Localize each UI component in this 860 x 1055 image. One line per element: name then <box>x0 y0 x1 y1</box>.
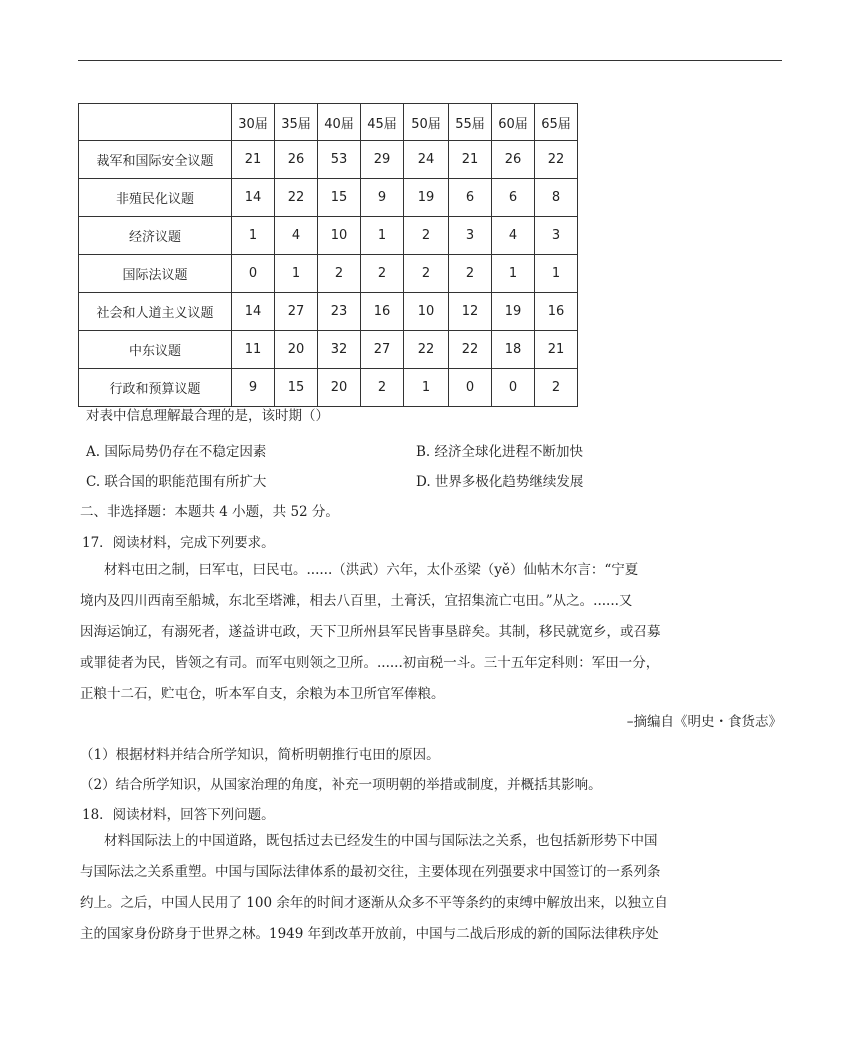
table-cell: 32 <box>318 331 361 369</box>
table-cell: 19 <box>492 293 535 331</box>
table-row <box>79 179 578 217</box>
table-cell: 16 <box>361 293 404 331</box>
table-cell: 27 <box>361 331 404 369</box>
table-cell: 2 <box>318 255 361 293</box>
table-cell: 23 <box>318 293 361 331</box>
table-cell: 6 <box>449 179 492 217</box>
table-header-cell: 45届 <box>361 104 404 141</box>
table-cell: 9 <box>361 179 404 217</box>
table-row <box>79 141 578 179</box>
table-cell: 14 <box>232 293 275 331</box>
table-cell: 21 <box>232 141 275 179</box>
row-label: 裁军和国际安全议题 <box>79 141 232 179</box>
material-line: 正粮十二石，贮屯仓，听本军自支，余粮为本卫所官军俸粮。 <box>80 686 445 702</box>
table-cell: 2 <box>449 255 492 293</box>
table-header-cell: 50届 <box>404 104 449 141</box>
q18-title: 18．阅读材料，回答下列问题。 <box>82 807 275 823</box>
table-cell: 2 <box>361 255 404 293</box>
table-header-cell: 35届 <box>275 104 318 141</box>
q17-source: –摘编自《明史・食货志》 <box>626 714 782 730</box>
q17-material <box>80 555 740 710</box>
material-line: 境内及四川西南至船城，东北至塔滩，相去八百里，土膏沃，宜招集流亡屯田。”从之。......又 <box>80 593 633 609</box>
table-cell: 0 <box>232 255 275 293</box>
question-stem: 对表中信息理解最合理的是，该时期（） <box>86 408 329 424</box>
table-row <box>79 293 578 331</box>
table-row <box>79 331 578 369</box>
table-cell: 1 <box>275 255 318 293</box>
table-cell: 53 <box>318 141 361 179</box>
table-cell: 8 <box>535 179 578 217</box>
material-line: 或罪徒者为民，皆领之有司。而军屯则领之卫所。......初亩税一斗。三十五年定科则：军田一分， <box>80 655 660 671</box>
table-cell: 3 <box>535 217 578 255</box>
table-cell: 0 <box>492 369 535 407</box>
material-line: 因海运饷辽，有溺死者，遂益讲屯政，天下卫所州县军民皆事垦辟矣。其制，移民就宽乡，或召募 <box>80 624 661 640</box>
q18-material <box>80 826 740 950</box>
table-cell: 22 <box>404 331 449 369</box>
option-c[interactable]: C. 联合国的职能范围有所扩大 <box>86 474 267 490</box>
material-line: 与国际法之关系重塑。中国与国际法律体系的最初交往，主要体现在列强要求中国签订的一系列条 <box>80 864 661 880</box>
table-cell: 1 <box>361 217 404 255</box>
q17-subquestion-1: （1）根据材料并结合所学知识，简析明朝推行屯田的原因。 <box>80 747 440 763</box>
table-cell: 2 <box>404 217 449 255</box>
table-cell: 10 <box>318 217 361 255</box>
table-row <box>79 255 578 293</box>
material-line: 主的国家身份跻身于世界之林。1949 年到改革开放前，中国与二战后形成的新的国际法律秩序处 <box>80 926 659 942</box>
table-row <box>79 369 578 407</box>
row-label: 经济议题 <box>79 217 232 255</box>
table-cell: 27 <box>275 293 318 331</box>
q17-title: 17．阅读材料，完成下列要求。 <box>82 535 275 551</box>
q17-subquestion-2: （2）结合所学知识，从国家治理的角度，补充一项明朝的举措或制度，并概括其影响。 <box>80 777 602 793</box>
option-a[interactable]: A. 国际局势仍存在不稳定因素 <box>86 444 267 460</box>
table-cell: 2 <box>535 369 578 407</box>
table-cell: 15 <box>318 179 361 217</box>
header-rule <box>78 60 782 61</box>
table-cell: 9 <box>232 369 275 407</box>
option-b[interactable]: B. 经济全球化进程不断加快 <box>416 444 584 460</box>
table-cell: 16 <box>535 293 578 331</box>
table-cell: 1 <box>535 255 578 293</box>
table-cell: 20 <box>275 331 318 369</box>
table-cell: 10 <box>404 293 449 331</box>
table-header-row <box>79 104 578 141</box>
row-label: 非殖民化议题 <box>79 179 232 217</box>
material-line: 材料屯田之制，曰军屯，曰民屯。......（洪武）六年，太仆丞梁（yě）仙帖木尔言：“宁夏 <box>104 562 639 578</box>
option-d[interactable]: D. 世界多极化趋势继续发展 <box>416 474 584 490</box>
table-cell: 3 <box>449 217 492 255</box>
table-cell: 2 <box>361 369 404 407</box>
table-cell: 18 <box>492 331 535 369</box>
row-label: 行政和预算议题 <box>79 369 232 407</box>
table-cell: 1 <box>404 369 449 407</box>
table-cell: 4 <box>275 217 318 255</box>
table-cell: 6 <box>492 179 535 217</box>
table-header-cell: 40届 <box>318 104 361 141</box>
table-header-cell <box>79 104 232 141</box>
table-header-cell: 60届 <box>492 104 535 141</box>
table-header-cell: 65届 <box>535 104 578 141</box>
table-cell: 22 <box>275 179 318 217</box>
table-cell: 21 <box>449 141 492 179</box>
table-cell: 29 <box>361 141 404 179</box>
row-label: 社会和人道主义议题 <box>79 293 232 331</box>
table-cell: 12 <box>449 293 492 331</box>
row-label: 中东议题 <box>79 331 232 369</box>
table-cell: 0 <box>449 369 492 407</box>
material-line: 材料国际法上的中国道路，既包括过去已经发生的中国与国际法之关系，也包括新形势下中国 <box>104 833 658 849</box>
table-row <box>79 217 578 255</box>
material-line: 约上。之后，中国人民用了 100 余年的时间才逐渐从众多不平等条约的束缚中解放出来，以独立自 <box>80 895 668 911</box>
section-title: 二、非选择题：本题共 4 小题，共 52 分。 <box>80 504 339 520</box>
table-header-cell: 30届 <box>232 104 275 141</box>
table-cell: 2 <box>404 255 449 293</box>
table-cell: 1 <box>492 255 535 293</box>
table-cell: 21 <box>535 331 578 369</box>
table-cell: 19 <box>404 179 449 217</box>
table-cell: 4 <box>492 217 535 255</box>
table-cell: 24 <box>404 141 449 179</box>
agenda-table <box>78 103 578 407</box>
table-cell: 20 <box>318 369 361 407</box>
table-cell: 22 <box>449 331 492 369</box>
table-cell: 22 <box>535 141 578 179</box>
table-cell: 1 <box>232 217 275 255</box>
table-cell: 15 <box>275 369 318 407</box>
table-header-cell: 55届 <box>449 104 492 141</box>
table-cell: 11 <box>232 331 275 369</box>
table-cell: 26 <box>275 141 318 179</box>
table-cell: 26 <box>492 141 535 179</box>
row-label: 国际法议题 <box>79 255 232 293</box>
table-cell: 14 <box>232 179 275 217</box>
